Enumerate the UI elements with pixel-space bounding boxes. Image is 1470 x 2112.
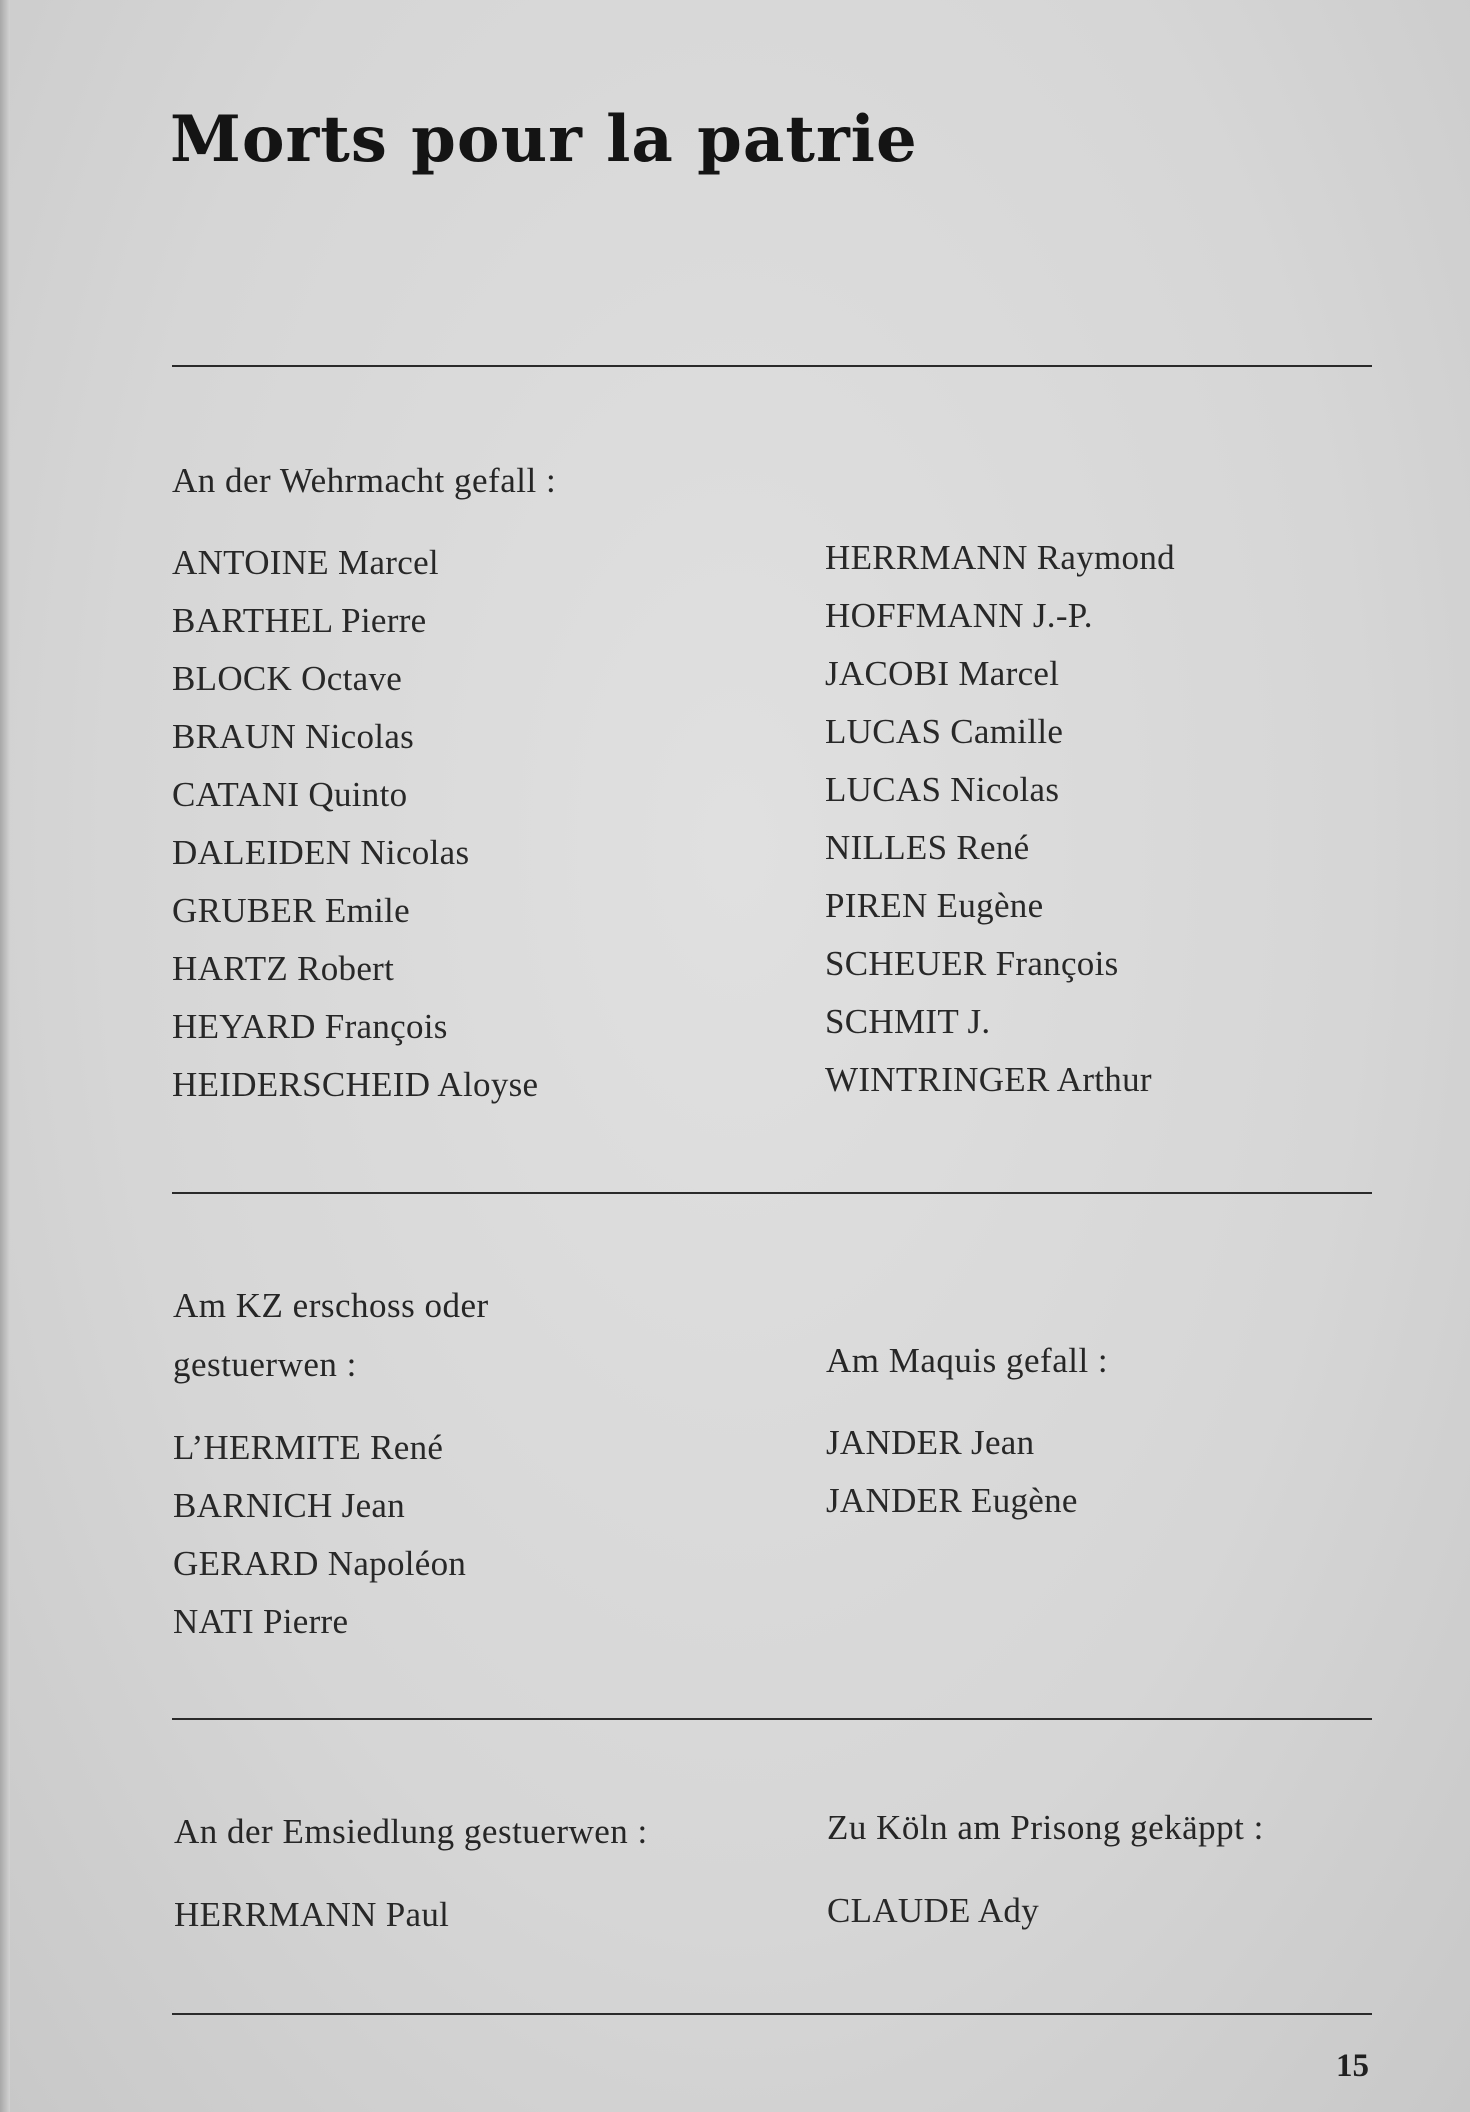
list-item: HEIDERSCHEID Aloyse [172,1065,539,1104]
list-item: CLAUDE Ady [827,1891,1040,1930]
list-item: SCHMIT J. [825,1002,991,1041]
list-item: JACOBI Marcel [825,654,1060,693]
maquis-list [826,1414,1078,1530]
list-item: PIREN Eugène [825,886,1044,925]
list-item: HERRMANN Raymond [825,538,1175,577]
divider-rule [172,365,1372,367]
divider-rule [172,1192,1372,1194]
emsiedlung-heading: An der Emsiedlung gestuerwen : [174,1812,648,1851]
list-item: SCHEUER François [825,944,1119,983]
list-item: ANTOINE Marcel [172,543,439,582]
list-item: HARTZ Robert [172,949,395,988]
list-item: DALEIDEN Nicolas [172,833,470,872]
list-item: GERARD Napoléon [173,1544,467,1583]
maquis-heading: Am Maquis gefall : [826,1341,1109,1380]
divider-rule [172,1718,1372,1720]
list-item: LUCAS Camille [825,712,1064,751]
list-item: BRAUN Nicolas [172,717,415,756]
list-item: BLOCK Octave [172,659,403,698]
emsiedlung-list [174,1886,449,1944]
wehrmacht-heading: An der Wehrmacht gefall : [172,461,557,500]
list-item: HEYARD François [172,1007,448,1046]
list-item: BARTHEL Pierre [172,601,427,640]
list-item: CATANI Quinto [172,775,408,814]
list-item: L’HERMITE René [173,1428,444,1467]
koeln-list [827,1882,1039,1940]
list-item: WINTRINGER Arthur [825,1060,1152,1099]
kz-heading-line1: Am KZ erschoss oder [173,1286,489,1325]
list-item: JANDER Eugène [826,1481,1078,1520]
list-item: LUCAS Nicolas [825,770,1060,809]
wehrmacht-left-list [172,534,538,1114]
binding-edge [0,0,10,2112]
page-number: 15 [1336,2048,1369,2084]
list-item: GRUBER Emile [172,891,410,930]
page-title: Morts pour la patrie [170,102,918,177]
list-item: BARNICH Jean [173,1486,406,1525]
list-item: HERRMANN Paul [174,1895,450,1934]
list-item: HOFFMANN J.-P. [825,596,1093,635]
koeln-heading: Zu Köln am Prisong gekäppt : [827,1808,1264,1847]
wehrmacht-right-list [825,529,1175,1109]
kz-heading-line2: gestuerwen : [173,1345,357,1384]
kz-list [173,1419,466,1651]
list-item: JANDER Jean [826,1423,1035,1462]
divider-rule [172,2013,1372,2015]
list-item: NATI Pierre [173,1602,349,1641]
list-item: NILLES René [825,828,1030,867]
